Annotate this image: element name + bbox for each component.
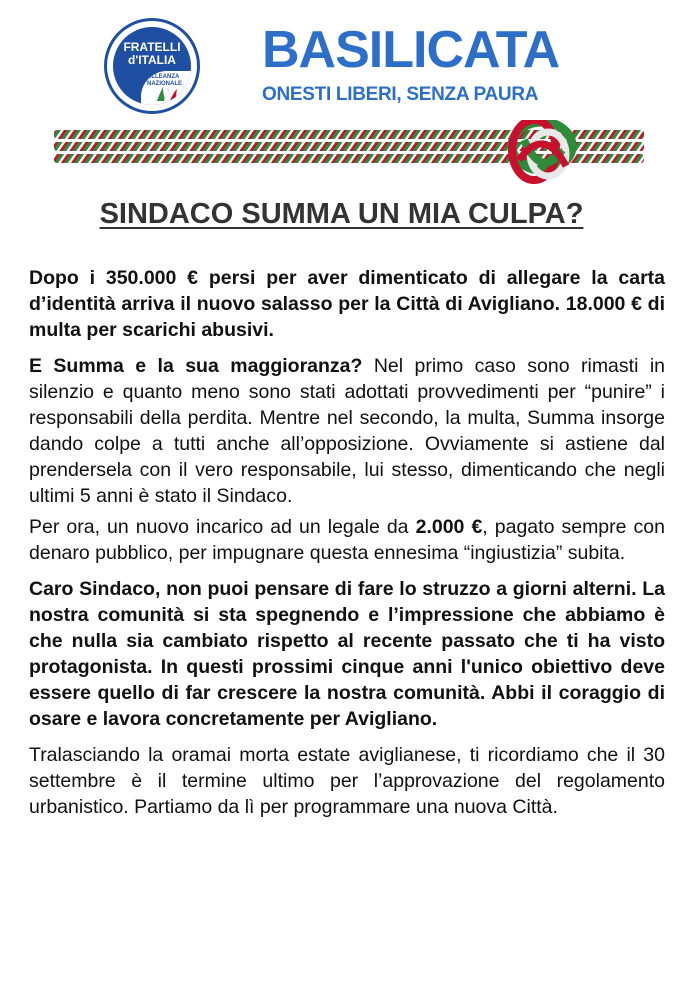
paragraph-2-text: Nel primo caso sono rimasti in silenzio e quanto meno sono stati adottati provvedimenti per “punire” i responsabili della perdita. Mentre nel secondo, la multa, Summa insorge dando colpe a tutti anche all’opposizione. Ovviamente si astiene dal prendersela con il vero responsabile, lui stesso, dimenticando che negli ultimi 5 anni è stato il Sindaco.: [29, 355, 665, 507]
paragraph-1: Dopo i 350.000 € persi per aver dimenticato di allegare la carta d’identità arriva il nuovo salasso per la Città di Avigliano. 18.000 € di multa per scarichi abusivi.: [29, 267, 665, 341]
paragraph-3-text-a: Per ora, un nuovo incarico ad un legale da: [29, 516, 416, 538]
paragraph-2: [29, 353, 665, 509]
logo-disc: [113, 27, 191, 105]
paragraph-2-lead: E Summa e la sua maggioranza?: [29, 355, 363, 377]
logo-sub1: ALLEANZA: [147, 74, 180, 80]
region-title: BASILICATA: [262, 21, 560, 79]
paragraph-4: Caro Sindaco, non puoi pensare di fare lo struzzo a giorni alterni. La nostra comunità si sta spegnendo e l’impressione che abbiamo è che nulla sia cambiato rispetto al recente passato che ti ha visto protagonista. In questi prossimi cinque anni l'unico obiettivo deve essere quello di far crescere la nostra comunità. Abbi il coraggio di osare e lavora concretamente per Avigliano.: [29, 578, 665, 730]
article-body: [29, 265, 665, 820]
region-slogan: ONESTI LIBERI, SENZA PAURA: [262, 84, 539, 105]
logo-subtext: [147, 74, 191, 88]
logo-text: [113, 41, 191, 67]
tricolor-flame-icon: [155, 87, 179, 101]
paragraph-3-text-b: , pagato sempre con denaro pubblico, per impugnare questa ennesima “ingiustizia” subita.: [29, 516, 665, 564]
logo-line2: d'ITALIA: [128, 53, 176, 67]
logo-line1: FRATELLI: [123, 40, 181, 54]
logo-sub2: NAZIONALE: [147, 81, 182, 87]
paragraph-5: Tralasciando la oramai morta estate aviglianese, ti ricordiamo che il 30 settembre è il termine ultimo per l’approvazione del regolamento urbanistico. Partiamo da lì per programmare una nuova Città.: [29, 744, 665, 818]
tricolor-rope-knot-icon: [54, 120, 644, 188]
headline: SINDACO SUMMA UN MIA CULPA?: [99, 198, 584, 230]
party-logo: [104, 18, 200, 114]
paragraph-3: [29, 514, 665, 566]
paragraph-3-amount: 2.000 €: [415, 516, 483, 538]
header: [0, 0, 683, 190]
